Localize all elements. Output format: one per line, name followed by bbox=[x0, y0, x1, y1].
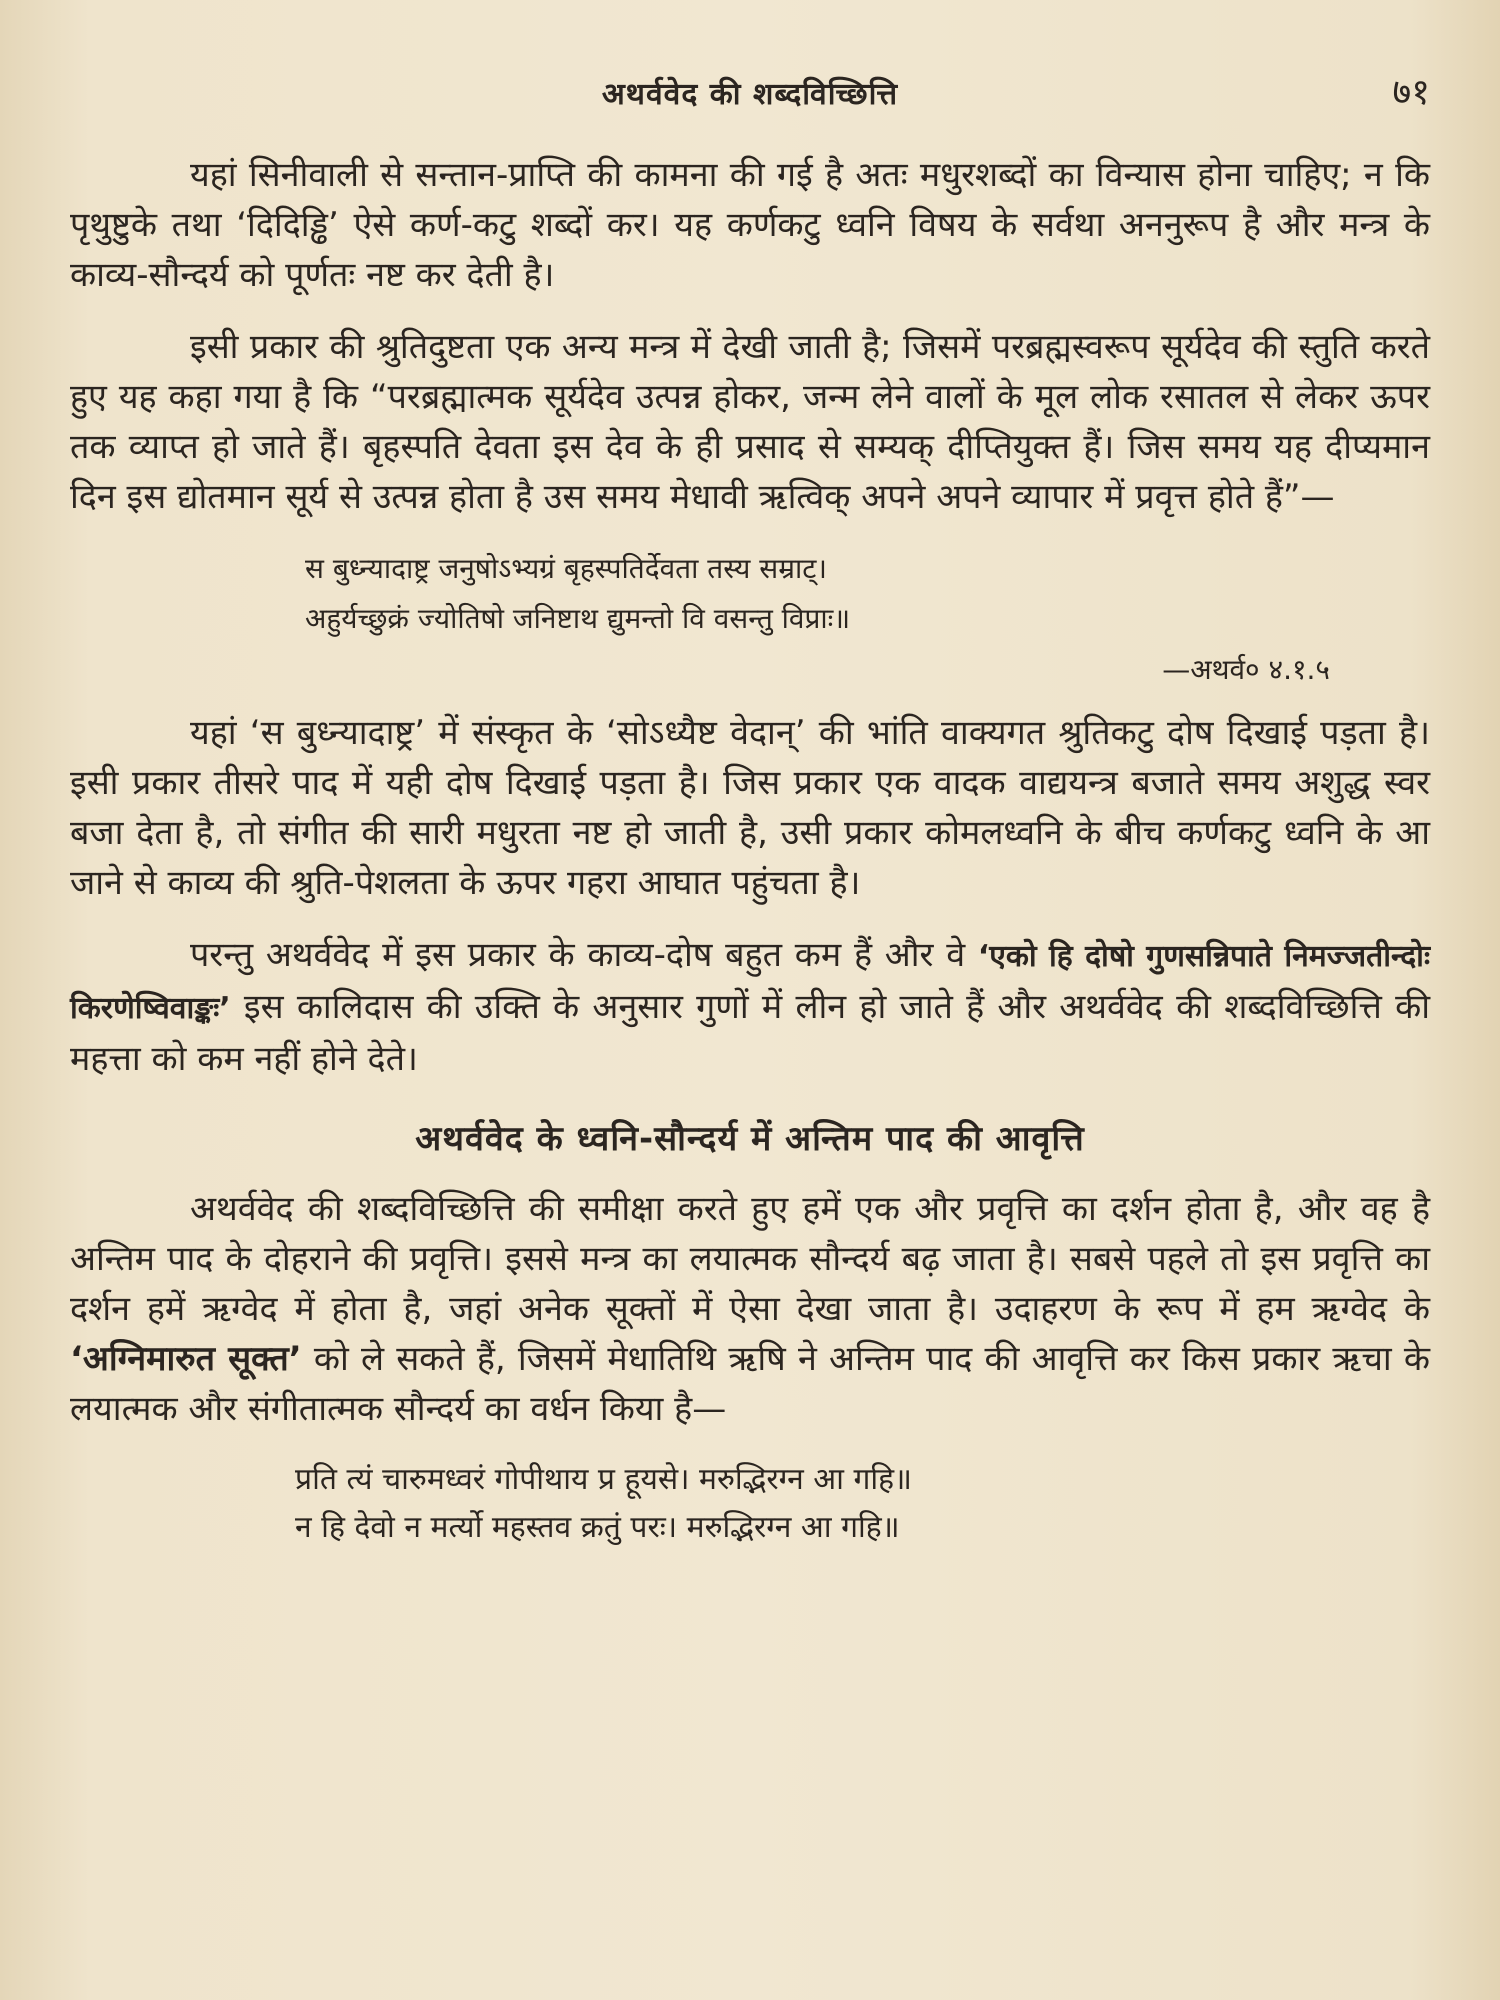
paragraph-4-start: परन्तु अथर्ववेद में इस प्रकार के काव्य-दोष बहुत कम हैं और वे bbox=[190, 935, 966, 975]
paragraph-3: यहां ‘स बुध्न्यादाष्ट्र’ में संस्कृत के ‘सोऽध्यैष्ट वेदान्’ की भांति वाक्यगत श्रुतिकटु दोष दिखाई पड़ता है। इसी प्रकार तीसरे पाद में यही दोष दिखाई पड़ता है। जिस प्रकार एक वादक वाद्ययन्त्र बजाते समय अशुद्ध स्वर बजा देता है, तो संगीत की सारी मधुरता नष्ट हो जाती है, उसी प्रकार कोमलध्वनि के बीच कर्णकटु ध्वनि के आ जाने से काव्य की श्रुति-पेशलता के ऊपर गहरा आघात पहुंचता है। bbox=[70, 713, 1430, 903]
running-head: अथर्ववेद की शब्दविच्छित्ति bbox=[601, 77, 899, 112]
page-number: ७१ bbox=[1392, 72, 1430, 113]
citation: —अथर्व० ४.१.५ bbox=[1162, 653, 1330, 686]
verse-block-1 bbox=[70, 544, 1430, 644]
page-content bbox=[70, 150, 1430, 1556]
paragraph-1: यहां सिनीवाली से सन्तान-प्राप्ति की कामना की गई है अतः मधुरशब्दों का विन्यास होना चाहिए; न कि पृथुष्टुके तथा ‘दिदिड्ढि’ ऐसे कर्ण-कटु शब्दों कर। यह कर्णकटु ध्वनि विषय के सर्वथा अननुरूप है और मन्त्र के काव्य-सौन्दर्य को पूर्णतः नष्ट कर देती है। bbox=[70, 155, 1430, 295]
verse-line: स बुध्न्यादाष्ट्र जनुषोऽभ्यग्रं बृहस्पतिर्देवता तस्य सम्राट्। bbox=[305, 552, 827, 585]
verse-line: न हि देवो न मर्त्यो महस्तव क्रतुं परः। मरुद्भिरग्न आ गहि॥ bbox=[295, 1510, 900, 1545]
verse-block-2 bbox=[70, 1456, 1430, 1552]
paragraph-4-end: इस कालिदास की उक्ति के अनुसार गुणों में लीन हो जाते हैं और अथर्ववेद की शब्दविच्छित्ति की महत्ता को कम नहीं होने देते। bbox=[70, 987, 1431, 1079]
verse-line: प्रति त्यं चारुमध्वरं गोपीथाय प्र हूयसे। मरुद्भिरग्न आ गहि॥ bbox=[295, 1462, 913, 1497]
paragraph-5-start: अथर्ववेद की शब्दविच्छित्ति की समीक्षा करते हुए हमें एक और प्रवृत्ति का दर्शन होता है, और वह है अन्तिम पाद के दोहराने की प्रवृत्ति। इससे मन्त्र का लयात्मक सौन्दर्य बढ़ जाता है। सबसे पहले तो इस प्रवृत्ति का दर्शन हमें ऋग्वेद में होता है, जहां अनेक सूक्तों में ऐसा देखा जाता है। उदाहरण के रूप में हम ऋग्वेद के bbox=[70, 1189, 1430, 1329]
paragraph-2: इसी प्रकार की श्रुतिदुष्टता एक अन्य मन्त्र में देखी जाती है; जिसमें परब्रह्मस्वरूप सूर्यदेव की स्तुति करते हुए यह कहा गया है कि “परब्रह्मात्मक सूर्यदेव उत्पन्न होकर, जन्म लेने वालों के मूल लोक रसातल से लेकर ऊपर तक व्याप्त हो जाते हैं। बृहस्पति देवता इस देव के ही प्रसाद से सम्यक् दीप्तियुक्त हैं। जिस समय यह दीप्यमान दिन इस द्योतमान सूर्य से उत्पन्न होता है उस समय मेधावी ऋत्विक् अपने अपने व्यापार में प्रवृत्त होते हैं”— bbox=[70, 327, 1430, 517]
sukta-name: ‘अग्निमारुत सूक्त’ bbox=[70, 1339, 302, 1379]
paragraph-5-end: को ले सकते हैं, जिसमें मेधातिथि ऋषि ने अन्तिम पाद की आवृत्ति कर किस प्रकार ऋचा के लयात्मक और संगीतात्मक सौन्दर्य का वर्धन किया है— bbox=[70, 1339, 1431, 1429]
paragraph-5 bbox=[70, 1184, 1430, 1434]
verse-line: अहुर्यच्छुक्रं ज्योतिषो जनिष्टाथ द्युमन्तो वि वसन्तु विप्राः॥ bbox=[305, 602, 851, 635]
paragraph-4 bbox=[70, 930, 1430, 1084]
section-heading: अथर्ववेद के ध्वनि-सौन्दर्य में अन्तिम पाद की आवृत्ति bbox=[415, 1119, 1085, 1159]
kalidasa-quote: ‘एको हि दोषो गुणसन्निपाते निमज्जतीन्दोः किरणेष्विवाङ्कः’ bbox=[70, 939, 1431, 1026]
